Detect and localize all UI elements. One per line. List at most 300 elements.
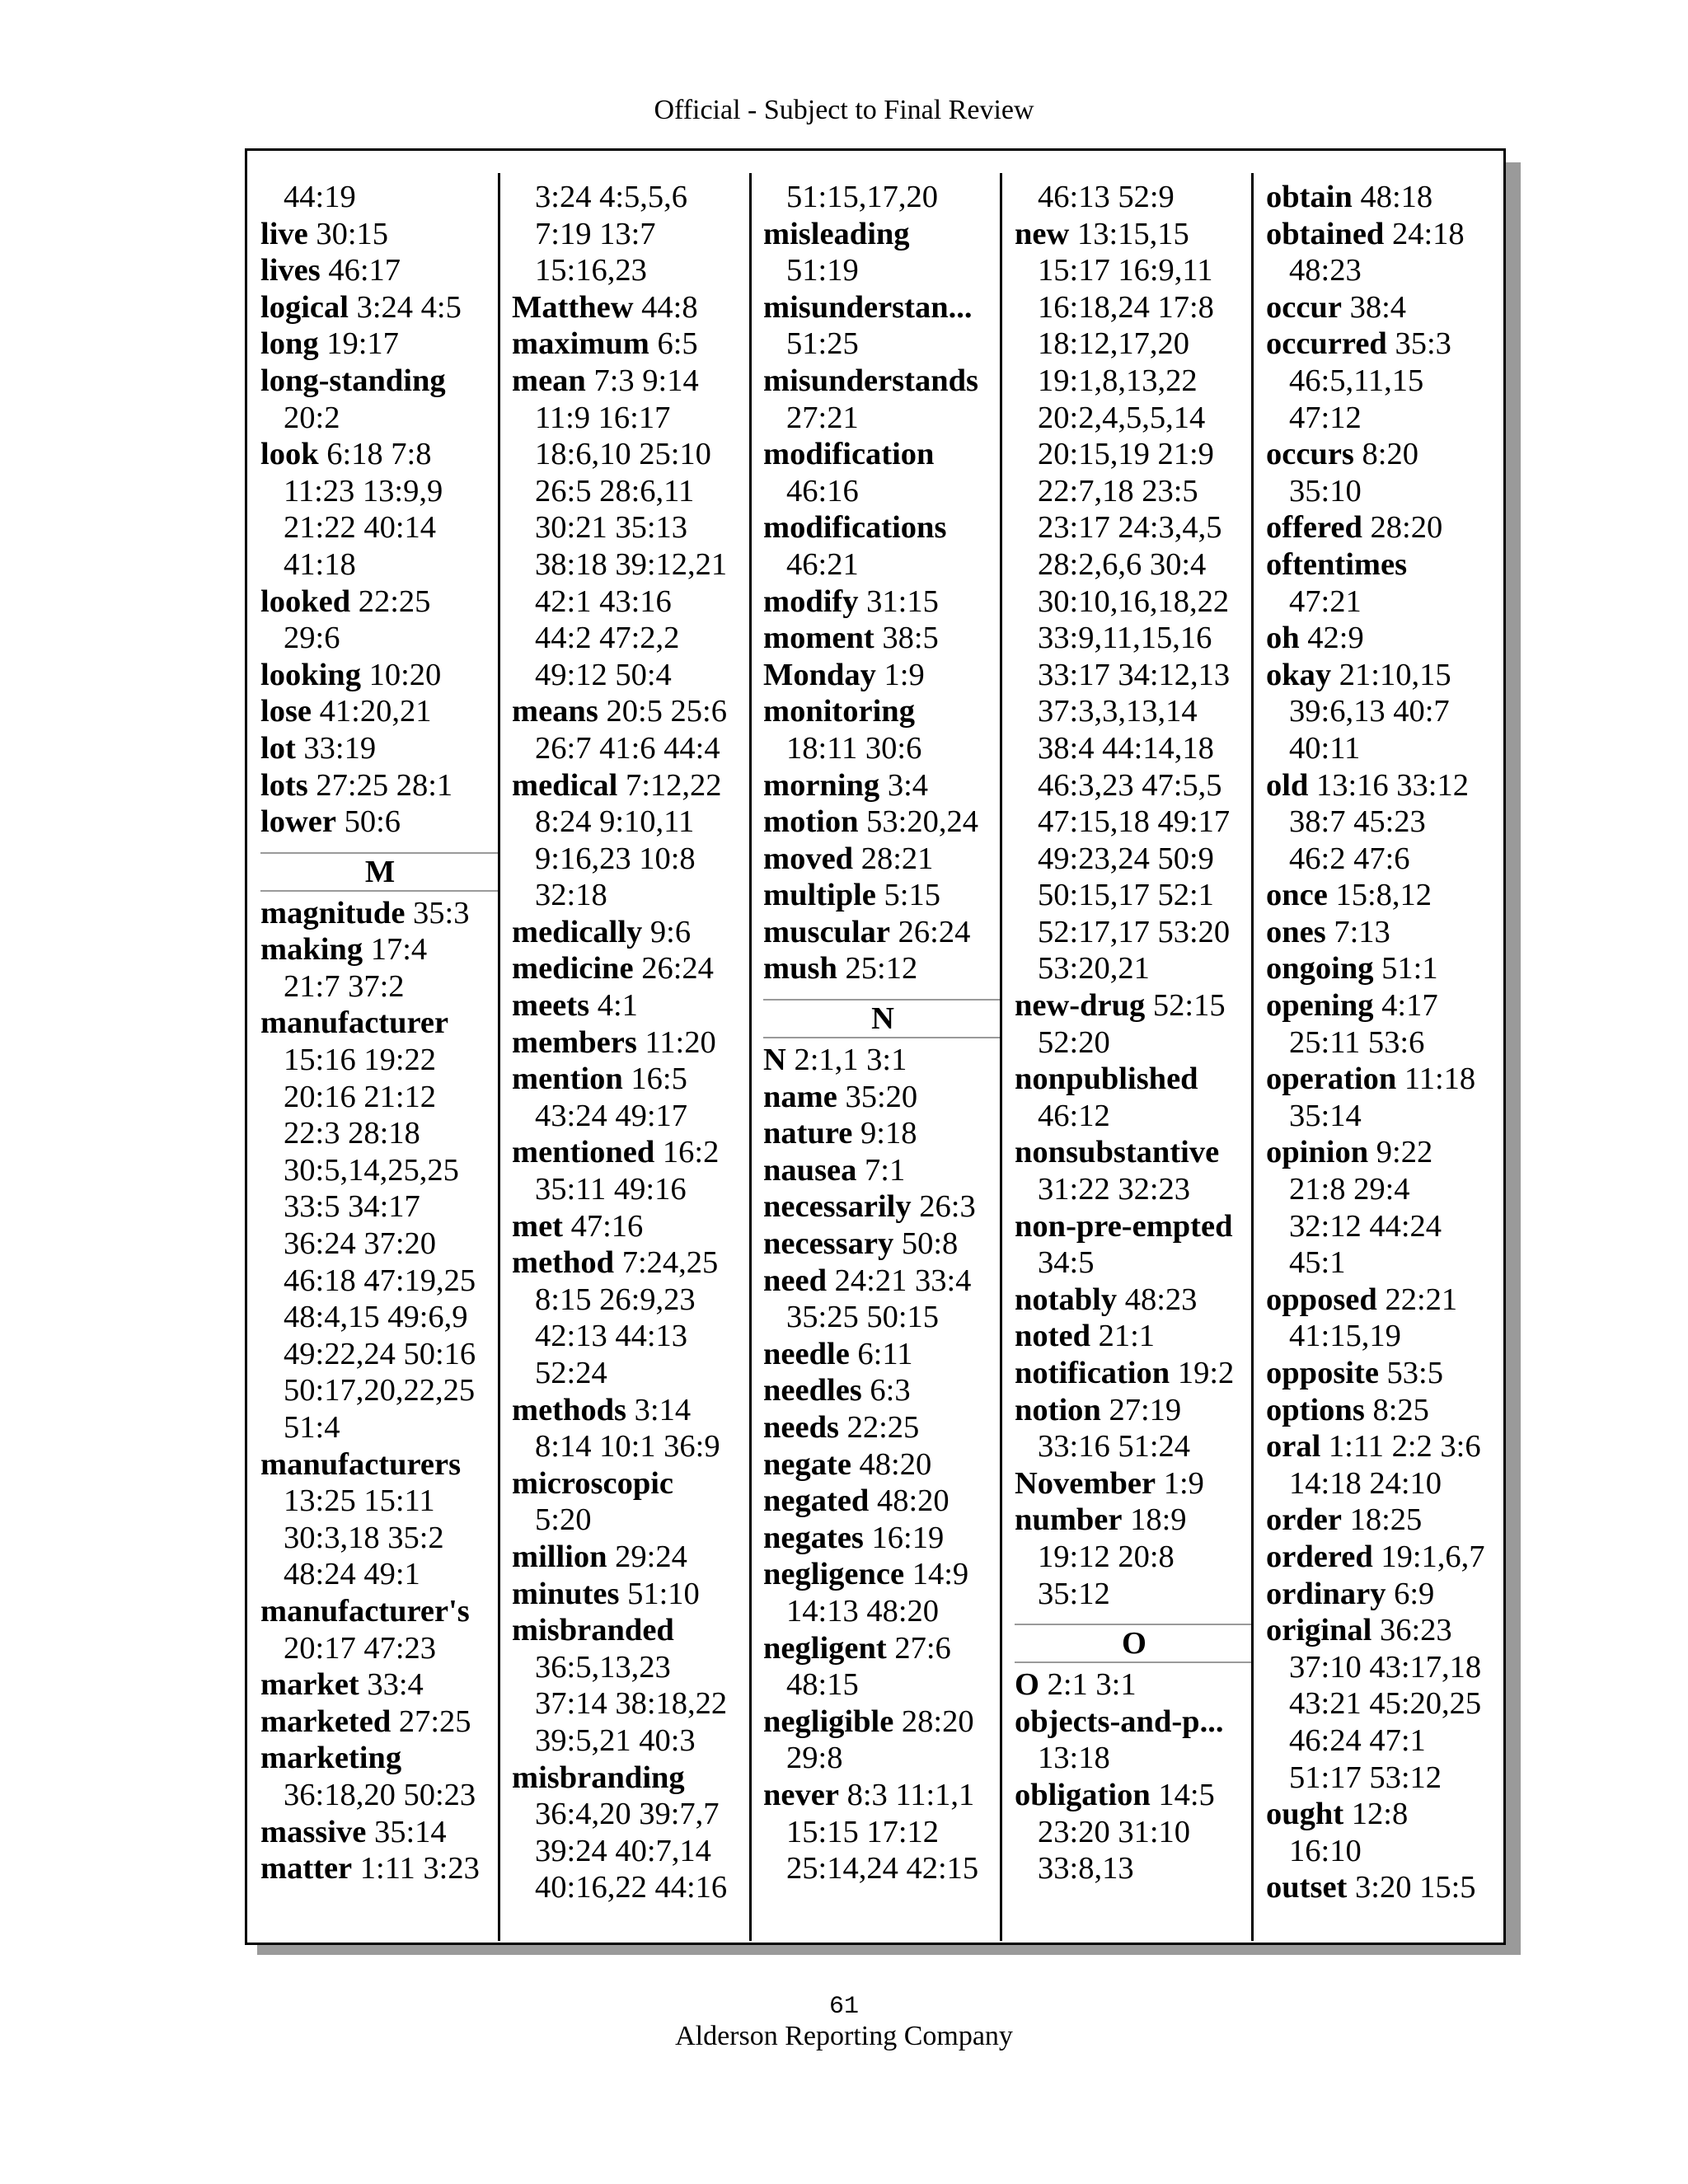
index-entry	[763, 436, 1002, 473]
index-term: needs	[763, 1410, 839, 1445]
index-term: minutes	[512, 1576, 620, 1611]
index-continuation-line	[1015, 620, 1254, 657]
page-line-references: 47:21	[1289, 583, 1362, 619]
index-term: notification	[1015, 1356, 1170, 1390]
index-term: negate	[763, 1446, 851, 1482]
page-line-references: 32:12 44:24	[1289, 1208, 1442, 1244]
index-entry	[1266, 1282, 1505, 1319]
index-term: ought	[1266, 1797, 1344, 1832]
page-line-references: 35:20	[837, 1079, 918, 1114]
page-line-references: 33:17 34:12,13	[1038, 657, 1231, 692]
index-entry	[512, 693, 751, 730]
footer-company-name: Alderson Reporting Company	[675, 2021, 1013, 2051]
index-continuation-line	[512, 473, 751, 510]
page-line-references: 18:25	[1341, 1502, 1423, 1538]
page-line-references: 3:24 4:5,5,6	[535, 180, 688, 214]
index-entry	[763, 1263, 1002, 1300]
index-entry	[1266, 1539, 1505, 1576]
index-continuation-line	[1266, 1722, 1505, 1760]
page-line-references: 1:11 3:23	[352, 1851, 480, 1886]
index-entry	[260, 931, 499, 968]
page-line-references: 53:5	[1378, 1356, 1443, 1390]
section-rule-bottom	[763, 1037, 1002, 1038]
index-term: looked	[260, 583, 351, 619]
index-entry	[1015, 1777, 1254, 1814]
index-continuation-line	[1015, 252, 1254, 289]
index-entry	[512, 1061, 751, 1098]
index-continuation-line	[512, 1282, 751, 1319]
page-line-references: 15:15 17:12	[786, 1814, 940, 1849]
page-line-references: 26:7 41:6 44:4	[535, 730, 720, 766]
page-line-references: 48:20	[869, 1483, 950, 1519]
index-term: medicine	[512, 951, 634, 987]
page-line-references: 33:4	[359, 1667, 424, 1703]
index-entry	[1266, 1061, 1505, 1098]
index-entry	[260, 804, 499, 841]
index-continuation-line	[763, 326, 1002, 363]
index-continuation-line	[512, 1098, 751, 1135]
index-entry	[763, 1777, 1002, 1814]
index-continuation-line	[763, 1593, 1002, 1630]
index-entry	[763, 950, 1002, 987]
index-term: long	[260, 326, 319, 362]
column-divider	[1251, 173, 1254, 1941]
index-continuation-line	[1015, 363, 1254, 400]
page-line-references: 1:11 2:2 3:6	[1320, 1429, 1481, 1465]
page-line-references: 48:24 49:1	[284, 1557, 420, 1592]
page-line-references: 19:2	[1170, 1356, 1235, 1390]
page-line-references: 11:20	[636, 1024, 716, 1060]
index-entry	[763, 1520, 1002, 1557]
index-term: ordinary	[1266, 1576, 1386, 1611]
index-entry	[512, 1612, 751, 1649]
index-continuation-line	[512, 804, 751, 841]
page-line-references: 38:4 44:14,18	[1038, 730, 1214, 766]
index-continuation-line	[512, 1869, 751, 1906]
index-continuation-line	[1015, 1850, 1254, 1887]
index-continuation-line	[1266, 400, 1505, 437]
index-entry	[763, 583, 1002, 621]
page-line-references: 13:16 33:12	[1308, 767, 1470, 803]
index-entry	[260, 436, 499, 473]
page-line-references: 51:17 53:12	[1289, 1760, 1442, 1795]
index-entry	[512, 914, 751, 951]
page-line-references: 17:4	[363, 932, 428, 968]
index-continuation-line	[260, 1299, 499, 1336]
index-entry	[260, 1850, 499, 1887]
page-line-references: 36:4,20 39:7,7	[535, 1797, 720, 1832]
index-entry	[512, 987, 751, 1024]
page-line-references: 8:25	[1364, 1392, 1429, 1427]
index-continuation-line	[512, 730, 751, 767]
index-continuation-line	[512, 400, 751, 437]
index-entry	[763, 1409, 1002, 1446]
index-entry	[1266, 1796, 1505, 1833]
index-continuation-line	[1015, 1539, 1254, 1576]
page-line-references: 35:3	[405, 895, 470, 930]
index-entry	[1266, 620, 1505, 657]
index-continuation-line	[1015, 400, 1254, 437]
index-entry	[763, 1152, 1002, 1189]
index-term: look	[260, 437, 319, 472]
index-term: manufacturers	[260, 1446, 462, 1482]
column-divider	[1000, 173, 1002, 1941]
index-continuation-line	[260, 968, 499, 1005]
index-entry	[512, 1392, 751, 1429]
index-continuation-line	[260, 1409, 499, 1446]
page-number: 61	[828, 1993, 859, 2021]
page-line-references: 15:17 16:9,11	[1038, 253, 1213, 288]
index-entry	[1015, 1704, 1254, 1741]
index-entry	[260, 1446, 499, 1483]
page-line-references: 39:6,13 40:7	[1289, 694, 1450, 729]
index-term: November	[1015, 1465, 1156, 1501]
index-term: once	[1266, 878, 1328, 913]
index-continuation-line	[512, 877, 751, 914]
page-line-references: 23:20 31:10	[1038, 1814, 1191, 1849]
index-continuation-line	[1015, 767, 1254, 804]
index-entry	[512, 1024, 751, 1062]
page-line-references: 2:1 3:1	[1039, 1667, 1137, 1703]
index-continuation-line	[1266, 693, 1505, 730]
index-term: members	[512, 1024, 637, 1060]
page-line-references: 33:5 34:17	[284, 1189, 420, 1225]
index-term: number	[1015, 1502, 1123, 1538]
index-continuation-line	[512, 179, 751, 216]
index-entry	[763, 657, 1002, 694]
index-entry	[763, 363, 1002, 400]
page-line-references: 48:4,15 49:6,9	[284, 1300, 468, 1335]
index-entry	[763, 1556, 1002, 1593]
page-line-references: 14:18 24:10	[1289, 1465, 1442, 1501]
page-line-references: 7:1	[856, 1152, 906, 1188]
index-entry	[763, 1042, 1002, 1079]
index-term: obligation	[1015, 1777, 1151, 1812]
index-term: live	[260, 216, 308, 251]
index-continuation-line	[260, 1188, 499, 1226]
page-line-references: 7:19 13:7	[535, 216, 656, 251]
page-line-references: 35:12	[1038, 1576, 1110, 1611]
index-term: microscopic	[512, 1465, 674, 1501]
index-continuation-line	[512, 1171, 751, 1208]
page-line-references: 43:24 49:17	[535, 1098, 688, 1133]
index-entry	[1266, 1576, 1505, 1613]
page-line-references: 26:24	[890, 914, 971, 949]
index-term: morning	[763, 767, 880, 803]
index-continuation-line	[512, 1833, 751, 1870]
index-continuation-line	[260, 400, 499, 437]
index-term: misbranded	[512, 1613, 674, 1648]
index-term: objects-and-p...	[1015, 1704, 1224, 1739]
index-entry	[260, 1005, 499, 1042]
index-entry	[1266, 1392, 1505, 1429]
page-line-references: 28:20	[893, 1704, 974, 1739]
section-letter-heading	[1015, 1612, 1254, 1666]
page-line-references: 33:9,11,15,16	[1038, 621, 1212, 656]
page-line-references: 46:21	[786, 546, 859, 582]
index-term: old	[1266, 767, 1309, 803]
page-line-references: 51:19	[786, 253, 859, 288]
index-entry	[763, 1188, 1002, 1226]
page-line-references: 21:22 40:14	[284, 510, 437, 546]
page-line-references: 13:25 15:11	[284, 1483, 435, 1519]
page-line-references: 13:18	[1038, 1741, 1110, 1776]
index-term: nausea	[763, 1152, 857, 1188]
index-term: modification	[763, 437, 935, 472]
index-continuation-line	[1266, 804, 1505, 841]
page-line-references: 48:18	[1352, 180, 1433, 214]
page-line-references: 2:1,1 3:1	[785, 1043, 907, 1078]
page-line-references: 1:9	[1156, 1465, 1204, 1501]
index-entry	[260, 1704, 499, 1741]
index-term: noted	[1015, 1319, 1090, 1354]
page-line-references: 20:17 47:23	[284, 1630, 437, 1666]
page-line-references: 48:20	[851, 1446, 932, 1482]
index-term: need	[763, 1263, 827, 1298]
page-line-references: 18:6,10 25:10	[535, 437, 711, 472]
index-entry	[260, 657, 499, 694]
page-line-references: 44:19	[284, 180, 356, 214]
index-continuation-line	[260, 473, 499, 510]
index-entry	[763, 1704, 1002, 1741]
index-continuation-line	[1015, 1098, 1254, 1135]
page-line-references: 49:12 50:4	[535, 657, 672, 692]
page-line-references: 52:20	[1038, 1024, 1110, 1060]
index-continuation-line	[1015, 950, 1254, 987]
index-term: new-drug	[1015, 988, 1146, 1024]
page-line-references: 20:15,19 21:9	[1038, 437, 1214, 472]
index-continuation-line	[1015, 1576, 1254, 1613]
column-divider	[498, 173, 500, 1941]
index-entry	[260, 216, 499, 253]
index-term: matter	[260, 1851, 353, 1886]
index-continuation-line	[1266, 1244, 1505, 1282]
page-line-references: 30:10,16,18,22	[1038, 583, 1230, 619]
index-entry	[260, 363, 499, 400]
index-term: needle	[763, 1336, 850, 1371]
section-letter-heading	[763, 987, 1002, 1042]
page-line-references: 49:22,24 50:16	[284, 1336, 476, 1371]
index-term: misleading	[763, 216, 910, 251]
index-entry	[1015, 216, 1254, 253]
page-line-references: 9:18	[852, 1116, 917, 1151]
page-line-references: 8:3 11:1,1	[838, 1777, 975, 1812]
page-line-references: 29:8	[786, 1741, 843, 1776]
page-line-references: 50:15,17 52:1	[1038, 878, 1214, 913]
index-entry	[260, 1740, 499, 1777]
page-line-references: 35:10	[1289, 473, 1362, 509]
page-line-references: 27:25	[391, 1704, 471, 1739]
index-continuation-line	[1266, 1318, 1505, 1355]
page-line-references: 11:9 16:17	[535, 400, 671, 435]
page-line-references: 48:15	[786, 1667, 859, 1703]
index-entry	[1266, 657, 1505, 694]
page-line-references: 16:19	[863, 1520, 945, 1555]
page-line-references: 46:13 52:9	[1038, 180, 1175, 214]
index-continuation-line	[260, 1336, 499, 1373]
page-line-references: 7:24,25	[614, 1245, 719, 1281]
column-divider	[749, 173, 752, 1941]
page-line-references: 42:1 43:16	[535, 583, 672, 619]
index-term: notably	[1015, 1282, 1118, 1317]
index-term: order	[1266, 1502, 1342, 1538]
index-term: long-standing	[260, 363, 446, 398]
page-line-references: 18:9	[1122, 1502, 1187, 1538]
index-entry	[512, 1465, 751, 1502]
index-term: negligence	[763, 1557, 905, 1592]
page-line-references: 26:5 28:6,11	[535, 473, 695, 509]
page-line-references: 18:11 30:6	[786, 730, 922, 766]
page-line-references: 46:17	[320, 253, 401, 288]
page-line-references: 37:14 38:18,22	[535, 1686, 728, 1722]
index-entry	[1266, 950, 1505, 987]
page-line-references: 50:17,20,22,25	[284, 1373, 476, 1408]
page-line-references: 25:11 53:6	[1289, 1024, 1425, 1060]
index-continuation-line	[512, 1355, 751, 1392]
index-continuation-line	[763, 252, 1002, 289]
index-term: opening	[1266, 988, 1374, 1024]
index-term: oh	[1266, 621, 1300, 656]
page-line-references: 27:21	[786, 400, 859, 435]
index-continuation-line	[1015, 583, 1254, 621]
index-entry	[512, 1576, 751, 1613]
index-term: moved	[763, 841, 854, 876]
section-rule-bottom	[1015, 1661, 1254, 1663]
index-continuation-line	[1015, 1740, 1254, 1777]
index-entry	[1266, 1502, 1505, 1539]
index-continuation-line	[1015, 730, 1254, 767]
index-continuation-line	[260, 620, 499, 657]
index-term: market	[260, 1667, 359, 1703]
index-continuation-line	[1015, 914, 1254, 951]
section-letter: O	[1122, 1626, 1146, 1661]
index-term: needles	[763, 1373, 862, 1408]
index-term: lot	[260, 730, 296, 766]
index-entry	[260, 289, 499, 326]
index-continuation-line	[1266, 473, 1505, 510]
index-continuation-line	[1266, 1465, 1505, 1502]
index-continuation-line	[260, 1372, 499, 1409]
index-continuation-line	[1015, 546, 1254, 583]
page-line-references: 31:22 32:23	[1038, 1172, 1191, 1207]
index-continuation-line	[512, 216, 751, 253]
page-line-references: 7:3 9:14	[585, 363, 699, 398]
index-entry	[1015, 987, 1254, 1024]
index-entry	[763, 509, 1002, 546]
page-line-references: 9:16,23 10:8	[535, 841, 696, 876]
page-line-references: 11:18	[1396, 1062, 1476, 1097]
index-term: magnitude	[260, 895, 406, 930]
index-entry	[260, 583, 499, 621]
index-continuation-line	[1266, 1760, 1505, 1797]
page-line-references: 53:20,21	[1038, 951, 1150, 987]
index-term: monitoring	[763, 694, 915, 729]
index-entry	[1266, 1134, 1505, 1171]
page-line-references: 19:1,6,7	[1372, 1539, 1485, 1574]
index-entry	[260, 1666, 499, 1704]
page-line-references: 15:16 19:22	[284, 1043, 437, 1078]
page-line-references: 30:3,18 35:2	[284, 1520, 444, 1555]
page-header-title: Official - Subject to Final Review	[654, 95, 1034, 125]
index-entry	[260, 730, 499, 767]
index-entry	[1015, 1318, 1254, 1355]
index-continuation-line	[1015, 804, 1254, 841]
page-line-references: 42:13 44:13	[535, 1319, 688, 1354]
index-entry	[512, 363, 751, 400]
index-entry	[763, 767, 1002, 804]
index-entry	[1015, 1134, 1254, 1171]
index-term: outset	[1266, 1870, 1348, 1905]
page-line-references: 27:6	[886, 1630, 951, 1666]
index-term: modifications	[763, 510, 947, 546]
index-continuation-line	[512, 657, 751, 694]
index-term: non-pre-empted	[1015, 1208, 1233, 1244]
index-continuation-line	[763, 400, 1002, 437]
index-term: occur	[1266, 289, 1342, 325]
page-line-references: 5:15	[875, 878, 940, 913]
index-term: name	[763, 1079, 837, 1114]
page-line-references: 21:8 29:4	[1289, 1172, 1410, 1207]
page-line-references: 41:18	[284, 546, 356, 582]
index-continuation-line	[1015, 657, 1254, 694]
index-continuation-line	[260, 179, 499, 216]
index-continuation-line	[512, 1722, 751, 1760]
page-line-references: 46:5,11,15	[1289, 363, 1424, 398]
index-term: negates	[763, 1520, 864, 1555]
page-line-references: 37:10 43:17,18	[1289, 1649, 1482, 1685]
page-line-references: 40:11	[1289, 730, 1361, 766]
index-term: manufacturer	[260, 1005, 449, 1041]
page-line-references: 25:12	[837, 951, 918, 987]
page-line-references: 4:17	[1373, 988, 1438, 1024]
index-term: nature	[763, 1116, 853, 1151]
index-term: N	[763, 1043, 786, 1078]
page-line-references: 20:2	[284, 400, 340, 435]
index-column-5	[1266, 179, 1505, 1934]
index-term: marketed	[260, 1704, 392, 1739]
page-line-references: 30:21 35:13	[535, 510, 688, 546]
index-entry	[1266, 877, 1505, 914]
page-line-references: 33:8,13	[1038, 1851, 1134, 1886]
index-entry	[763, 693, 1002, 730]
index-continuation-line	[512, 509, 751, 546]
index-continuation-line	[260, 1630, 499, 1667]
page-line-references: 46:18 47:19,25	[284, 1263, 476, 1298]
index-term: oral	[1266, 1429, 1321, 1465]
page-line-references: 46:24 47:1	[1289, 1722, 1426, 1758]
page-line-references: 29:24	[607, 1539, 687, 1574]
index-entry	[1266, 509, 1505, 546]
page-line-references: 8:24 9:10,11	[535, 804, 695, 840]
index-term: massive	[260, 1814, 367, 1849]
page-line-references: 19:1,8,13,22	[1038, 363, 1198, 398]
index-term: medically	[512, 914, 643, 949]
index-term: new	[1015, 216, 1070, 251]
index-continuation-line	[260, 1556, 499, 1593]
page-line-references: 9:6	[642, 914, 692, 949]
index-term: ordered	[1266, 1539, 1373, 1574]
page-line-references: 15:16,23	[535, 253, 647, 288]
page-line-references: 22:7,18 23:5	[1038, 473, 1198, 509]
index-term: methods	[512, 1392, 627, 1427]
index-term: lives	[260, 253, 321, 288]
index-entry	[763, 1372, 1002, 1409]
index-continuation-line	[260, 1263, 499, 1300]
page-line-references: 3:14	[626, 1392, 692, 1427]
index-term: obtain	[1266, 180, 1353, 214]
index-continuation-line	[1266, 363, 1505, 400]
index-continuation-line	[1015, 436, 1254, 473]
